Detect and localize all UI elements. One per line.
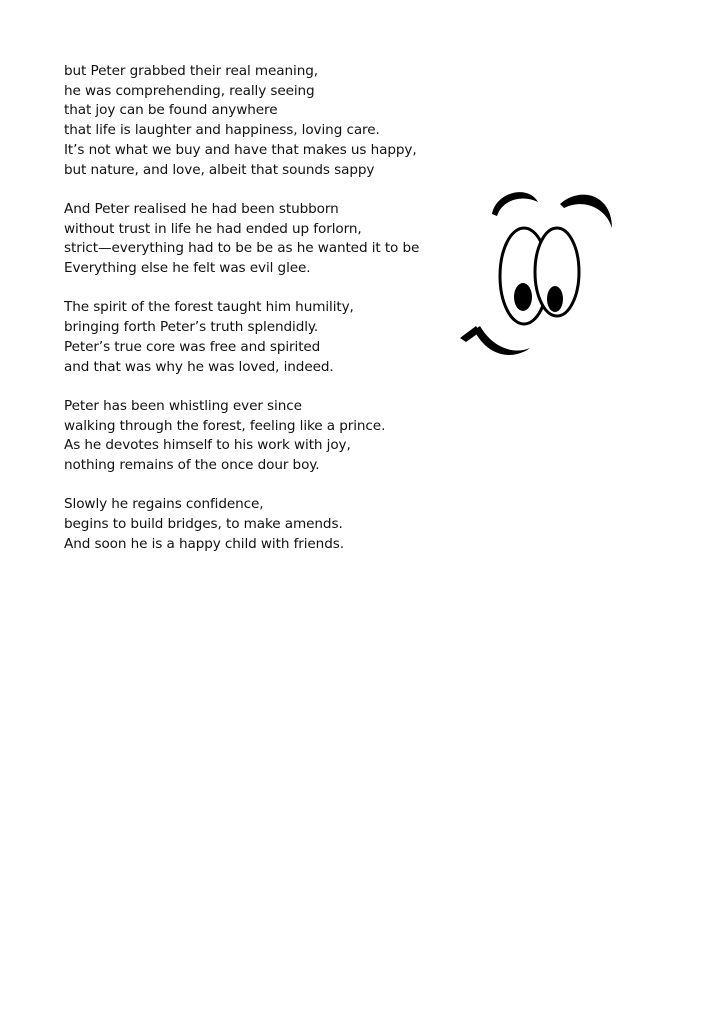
left-eyebrow <box>492 192 538 216</box>
poem-line: begins to build bridges, to make amends. <box>64 516 343 533</box>
poem-line: but nature, and love, albeit that sounds sappy <box>64 161 375 178</box>
poem-line: Slowly he regains confidence, <box>64 496 264 513</box>
poem-line: And soon he is a happy child with friends. <box>64 535 344 552</box>
poem-line: that life is laughter and happiness, loving care. <box>64 122 380 139</box>
poem-line: Everything else he felt was evil glee. <box>64 260 311 277</box>
poem-line: bringing forth Peter’s truth splendidly. <box>64 319 319 336</box>
poem-line: nothing remains of the once dour boy. <box>64 457 320 474</box>
poem-line: without trust in life he had ended up forlorn, <box>64 220 362 237</box>
poem-line: Peter has been whistling ever since <box>64 397 302 414</box>
right-pupil <box>547 286 563 312</box>
poem-line: that joy can be found anywhere <box>64 102 278 119</box>
poem-line: It’s not what we buy and have that makes us happy, <box>64 141 417 158</box>
poem-line: he was comprehending, really seeing <box>64 82 315 99</box>
poem-line: The spirit of the forest taught him humility, <box>64 299 354 316</box>
poem-line: walking through the forest, feeling like a prince. <box>64 417 386 434</box>
smile-tick <box>460 326 480 342</box>
poem-line: strict—everything had to be be as he wanted it to be <box>64 240 420 257</box>
poem-line: and that was why he was loved, indeed. <box>64 358 334 375</box>
stanza-5 <box>64 495 464 554</box>
right-eyebrow <box>560 195 612 228</box>
stanza-4 <box>64 397 464 476</box>
stanza-1 <box>64 62 464 180</box>
poem-line: And Peter realised he had been stubborn <box>64 200 339 217</box>
smiley-face-icon <box>452 186 622 366</box>
smile <box>474 326 530 355</box>
poem-line: but Peter grabbed their real meaning, <box>64 63 318 79</box>
stanza-2 <box>64 200 464 279</box>
poem-line: Peter’s true core was free and spirited <box>64 338 321 355</box>
left-pupil <box>514 283 532 311</box>
stanza-3 <box>64 298 464 377</box>
poem-line: As he devotes himself to his work with joy, <box>64 437 351 454</box>
poem-text <box>64 62 464 574</box>
